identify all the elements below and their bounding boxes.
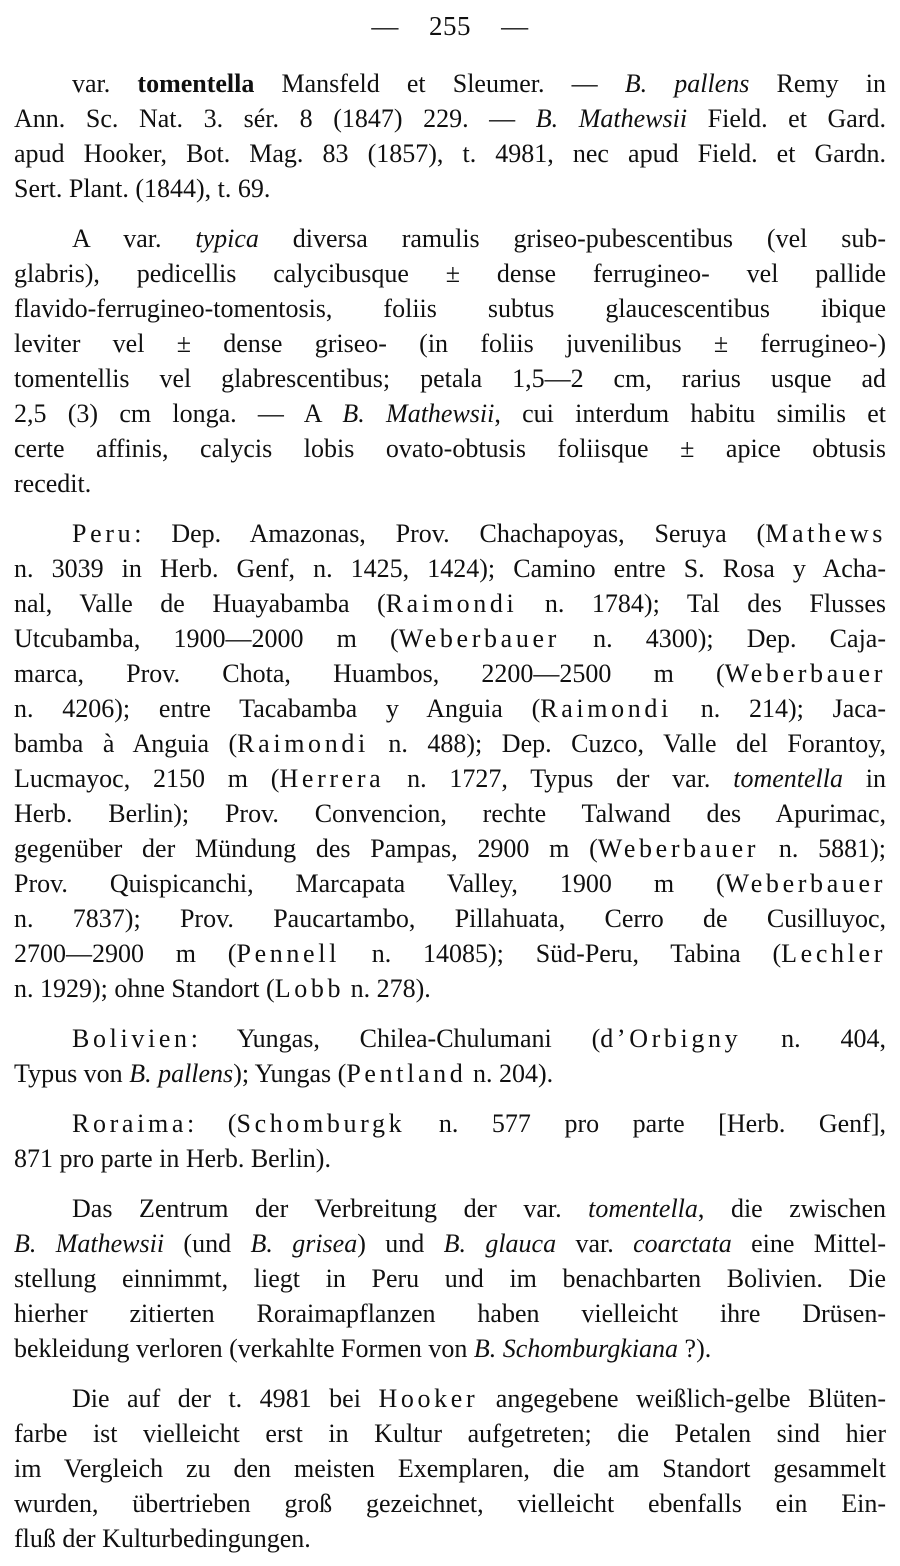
text-run: flavido-ferrugineo-tomentosis, foliis subtus glaucescentibus ibique xyxy=(14,294,886,323)
text-run: angegebene weißlich-gelbe Blüten- xyxy=(478,1384,886,1413)
letterspaced-name-run: Hooker xyxy=(378,1384,479,1413)
text-run: : Dep. Amazonas, Prov. Chachapoyas, Seruya ( xyxy=(134,519,766,548)
text-line xyxy=(14,66,886,101)
text-line xyxy=(14,396,886,431)
text-line xyxy=(14,1021,886,1056)
text-run: apud Hooker, Bot. Mag. 83 (1857), t. 4981, nec apud Field. et Gardn. xyxy=(14,139,886,168)
italic-text-run: B. pallens xyxy=(129,1059,234,1088)
header-dash-left: — xyxy=(371,11,399,41)
text-line xyxy=(14,466,886,501)
text-line xyxy=(14,1331,886,1366)
text-run: Typus von xyxy=(14,1059,130,1088)
text-run: n. 4300); Dep. Caja- xyxy=(559,624,886,653)
text-run: 2,5 (3) cm longa. — A xyxy=(14,399,343,428)
paragraph-bolivien-localities xyxy=(14,1021,886,1091)
text-run: recedit. xyxy=(14,469,92,498)
paragraph-peru-localities xyxy=(14,516,886,1006)
text-line xyxy=(14,1381,886,1416)
text-run: n. 204). xyxy=(466,1059,554,1088)
letterspaced-name-run: Bolivien xyxy=(72,1024,191,1053)
text-line xyxy=(14,1141,886,1176)
text-line xyxy=(14,171,886,206)
text-line xyxy=(14,1106,886,1141)
letterspaced-name-run: Lechler xyxy=(781,939,886,968)
text-line xyxy=(14,726,886,761)
text-run: Field. et Gard. xyxy=(687,104,886,133)
text-run: bekleidung verloren (verkahlte Formen von xyxy=(14,1334,474,1363)
text-line xyxy=(14,551,886,586)
letterspaced-name-run: d’Orbigny xyxy=(600,1024,742,1053)
text-run: n. 1784); Tal des Flusses xyxy=(517,589,886,618)
text-run: Prov. Quispicanchi, Marcapata Valley, 1900 m ( xyxy=(14,869,725,898)
text-run: n. 278). xyxy=(344,974,431,1003)
paragraph-culture-note xyxy=(14,1381,886,1556)
text-line xyxy=(14,936,886,971)
italic-text-run: B. Mathewsii xyxy=(342,399,495,428)
text-line xyxy=(14,1486,886,1521)
text-run: diversa ramulis griseo-pubescentibus (vel sub- xyxy=(258,224,886,253)
text-run: leviter vel ± dense griseo- (in foliis juvenilibus ± ferrugineo-) xyxy=(14,329,886,358)
page-number: 255 xyxy=(428,11,472,41)
text-run: , die zwischen xyxy=(697,1194,886,1223)
text-run: n. 14085); Süd-Peru, Tabina ( xyxy=(339,939,782,968)
text-line xyxy=(14,136,886,171)
paragraph-roraima-localities xyxy=(14,1106,886,1176)
text-run: n. 577 pro parte [Herb. Genf], xyxy=(405,1109,886,1138)
text-run: Utcubamba, 1900—2000 m ( xyxy=(14,624,399,653)
paragraph-latin-diagnosis xyxy=(14,221,886,501)
letterspaced-name-run: Raimondi xyxy=(237,729,369,758)
letterspaced-name-run: Raimondi xyxy=(540,694,672,723)
letterspaced-name-run: Pentland xyxy=(346,1059,467,1088)
text-line xyxy=(14,761,886,796)
text-run: , cui interdum habitu similis et xyxy=(494,399,886,428)
text-run: Mansfeld et Sleumer. — xyxy=(254,69,625,98)
text-run: 2700—2900 m ( xyxy=(14,939,237,968)
text-run: n. 488); Dep. Cuzco, Valle del Forantoy, xyxy=(368,729,886,758)
text-run: n. 5881); xyxy=(759,834,886,863)
text-run: Das Zentrum der Verbreitung der var. xyxy=(72,1194,589,1223)
text-line xyxy=(14,291,886,326)
text-line xyxy=(14,586,886,621)
italic-text-run: coarctata xyxy=(633,1229,732,1258)
letterspaced-name-run: Schomburgk xyxy=(236,1109,406,1138)
text-run: gegenüber der Mündung des Pampas, 2900 m ( xyxy=(14,834,598,863)
text-line xyxy=(14,1416,886,1451)
text-line xyxy=(14,1451,886,1486)
text-run: Remy in xyxy=(749,69,886,98)
text-run: Lucmayoc, 2150 m ( xyxy=(14,764,280,793)
text-line xyxy=(14,901,886,936)
letterspaced-name-run: Weberbauer xyxy=(597,834,760,863)
text-run: n. 3039 in Herb. Genf, n. 1425, 1424); Camino entre S. Rosa y Acha- xyxy=(14,554,886,583)
letterspaced-name-run: Pennell xyxy=(236,939,340,968)
text-run: in xyxy=(842,764,886,793)
text-line xyxy=(14,221,886,256)
page-number-header xyxy=(14,10,886,42)
text-run: 871 pro parte in Herb. Berlin). xyxy=(14,1144,331,1173)
text-line xyxy=(14,1296,886,1331)
text-line xyxy=(14,1261,886,1296)
text-run: ) und xyxy=(357,1229,444,1258)
text-run: n. 4206); entre Tacabamba y Anguia ( xyxy=(14,694,541,723)
text-line xyxy=(14,516,886,551)
text-run: farbe ist vielleicht erst in Kultur aufgetreten; die Petalen sind hier xyxy=(14,1419,886,1448)
text-line xyxy=(14,256,886,291)
text-line xyxy=(14,831,886,866)
text-line xyxy=(14,691,886,726)
text-line xyxy=(14,1191,886,1226)
letterspaced-name-run: Weberbauer xyxy=(724,869,886,898)
text-run: ?). xyxy=(678,1334,712,1363)
text-run: bamba à Anguia ( xyxy=(14,729,238,758)
letterspaced-name-run: Herrera xyxy=(279,764,385,793)
text-run: certe affinis, calycis lobis ovato-obtusis foliisque ± apice obtusis xyxy=(14,434,886,463)
letterspaced-name-run: Mathews xyxy=(765,519,886,548)
text-run: marca, Prov. Chota, Huambos, 2200—2500 m ( xyxy=(14,659,725,688)
text-line xyxy=(14,1226,886,1261)
text-run: fluß der Kulturbedingungen. xyxy=(14,1524,311,1553)
text-line xyxy=(14,866,886,901)
letterspaced-name-run: Peru xyxy=(72,519,135,548)
italic-text-run: B. Schomburgkiana xyxy=(473,1334,679,1363)
text-run: (und xyxy=(164,1229,251,1258)
text-line xyxy=(14,796,886,831)
text-run: hierher zitierten Roraimapflanzen haben vielleicht ihre Drüsen- xyxy=(14,1299,886,1328)
text-line xyxy=(14,1521,886,1556)
letterspaced-name-run: Lobb xyxy=(274,974,345,1003)
text-line xyxy=(14,326,886,361)
letterspaced-name-run: Weberbauer xyxy=(398,624,560,653)
page-body xyxy=(14,66,886,1556)
text-run: Sert. Plant. (1844), t. 69. xyxy=(14,174,271,203)
text-run: im Vergleich zu den meisten Exemplaren, die am Standort gesammelt xyxy=(14,1454,886,1483)
text-run: stellung einnimmt, liegt in Peru und im benachbarten Bolivien. Die xyxy=(14,1264,886,1293)
text-run: n. 404, xyxy=(741,1024,886,1053)
text-run: var. xyxy=(72,69,138,98)
text-run: : ( xyxy=(187,1109,237,1138)
italic-text-run: B. pallens xyxy=(624,69,750,98)
letterspaced-name-run: Weberbauer xyxy=(724,659,886,688)
letterspaced-name-run: Roraima xyxy=(72,1109,188,1138)
italic-text-run: B. grisea xyxy=(250,1229,358,1258)
italic-text-run: B. Mathewsii xyxy=(535,104,688,133)
bold-text-run: tomentella xyxy=(137,69,255,98)
text-line xyxy=(14,1056,886,1091)
text-run: glabris), pedicellis calycibusque ± dense ferrugineo- vel pallide xyxy=(14,259,886,288)
text-run: : Yungas, Chilea-Chulumani ( xyxy=(190,1024,601,1053)
text-run: Ann. Sc. Nat. 3. sér. 8 (1847) 229. — xyxy=(14,104,536,133)
italic-text-run: B. Mathewsii xyxy=(14,1229,165,1258)
text-run: Herb. Berlin); Prov. Convencion, rechte Talwand des Apurimac, xyxy=(14,799,886,828)
text-run: nal, Valle de Huayabamba ( xyxy=(14,589,386,618)
letterspaced-name-run: Raimondi xyxy=(385,589,518,618)
header-dash-right: — xyxy=(501,11,529,41)
text-line xyxy=(14,101,886,136)
text-line xyxy=(14,431,886,466)
text-run: n. 1727, Typus der var. xyxy=(384,764,734,793)
text-run: n. 214); Jaca- xyxy=(671,694,886,723)
text-line xyxy=(14,971,886,1006)
text-run: tomentellis vel glabrescentibus; petala 1,5—2 cm, rarius usque ad xyxy=(14,364,886,393)
text-run: var. xyxy=(556,1229,634,1258)
text-run: eine Mittel- xyxy=(731,1229,886,1258)
text-run: A var. xyxy=(72,224,196,253)
text-run: n. 7837); Prov. Paucartambo, Pillahuata, Cerro de Cusilluyoc, xyxy=(14,904,886,933)
paragraph-synonymy xyxy=(14,66,886,206)
text-line xyxy=(14,656,886,691)
text-run: n. 1929); ohne Standort ( xyxy=(14,974,275,1003)
paragraph-distribution-discussion xyxy=(14,1191,886,1366)
text-run: Die auf der t. 4981 bei xyxy=(72,1384,379,1413)
italic-text-run: tomentella xyxy=(588,1194,698,1223)
italic-text-run: tomentella xyxy=(733,764,843,793)
text-run: wurden, übertrieben groß gezeichnet, vielleicht ebenfalls ein Ein- xyxy=(14,1489,886,1518)
text-line xyxy=(14,361,886,396)
italic-text-run: B. glauca xyxy=(443,1229,557,1258)
italic-text-run: typica xyxy=(195,224,259,253)
text-line xyxy=(14,621,886,656)
text-run: ); Yungas ( xyxy=(233,1059,347,1088)
